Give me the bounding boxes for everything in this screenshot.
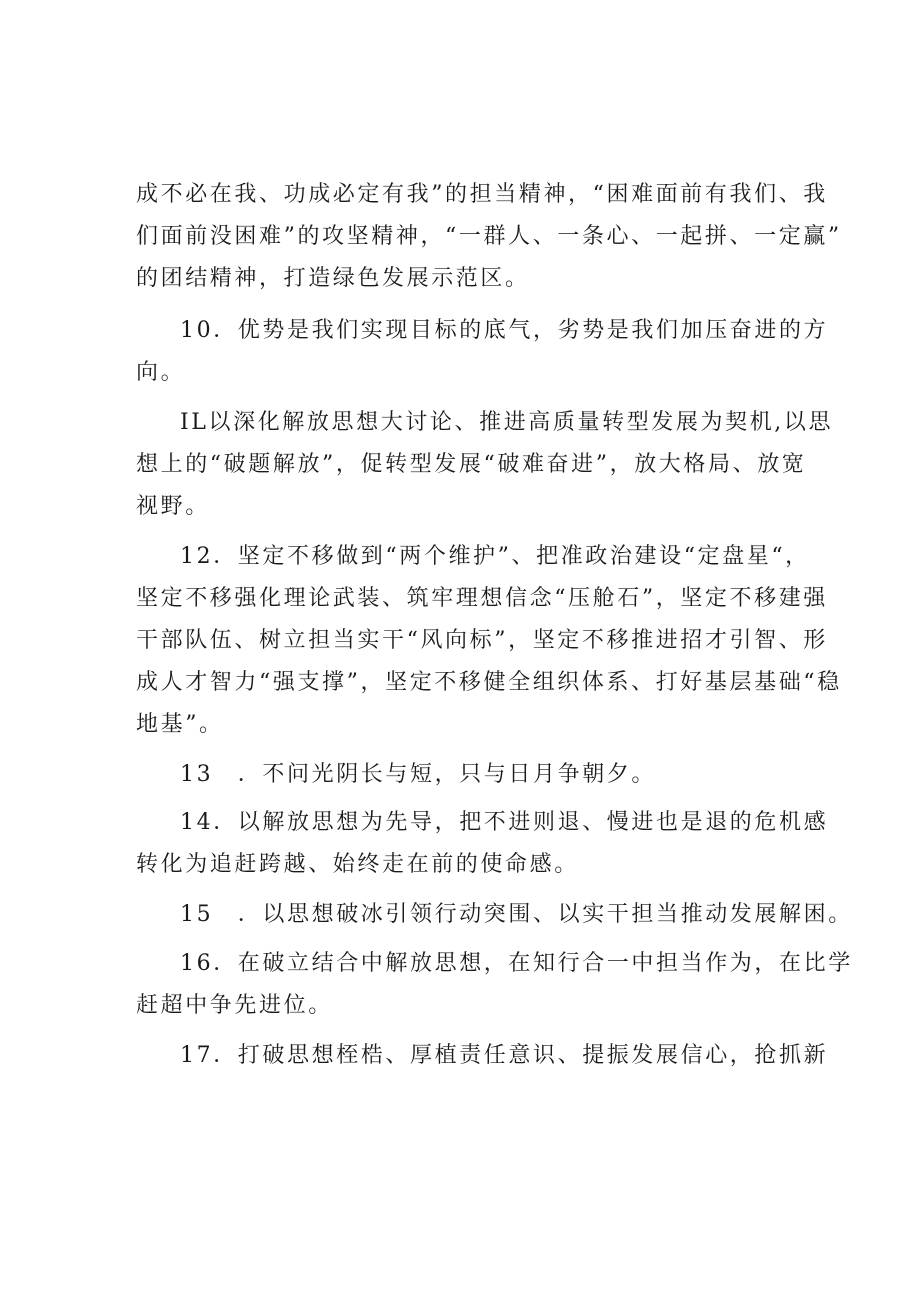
text-line: 的团结精神，打造绿色发展示范区。 [136,266,530,291]
paragraph-item-15 [136,894,853,936]
text-line: 成人才智力“强支撑”，坚定不移健全组织体系、打好基层基础“稳 [136,670,842,695]
text-line: 17．打破思想桎梏、厚植责任意识、提振发展信心，抢抓新 [180,1043,829,1068]
paragraph-item-14 [136,802,829,886]
text-line: 坚定不移强化理论武装、筑牢理想信念“压舱石”，坚定不移建强 [136,586,828,611]
text-line: 16．在破立结合中解放思想，在知行合一中担当作为，在比学 [180,951,853,976]
text-line: 10．优势是我们实现目标的底气，劣势是我们加压奋进的方 [180,318,829,343]
paragraph-item-16 [136,943,853,1027]
text-line: 赶超中争先进位。 [136,993,333,1018]
text-line: 12．坚定不移做到“两个维护”、把准政治建设“定盘星“， [180,544,810,569]
text-line: 们面前没困难”的攻坚精神，“一群人、一条心、一起拼、一定赢” [136,224,842,249]
text-line: 14．以解放思想为先导，把不进则退、慢进也是退的危机感 [180,810,829,835]
paragraph-item-11 [136,402,834,528]
paragraph-item-12 [136,536,842,746]
text-line: 视野。 [136,494,210,519]
text-line: 地基”。 [136,712,224,737]
text-line: 想上的“破题解放”，促转型发展“破难奋进”，放大格局、放宽 [136,452,807,477]
paragraph-continuation [136,174,842,300]
text-line: 15 ．以思想破冰引领行动突围、以实干担当推动发展解困。 [180,902,853,927]
text-line: 转化为追赶跨越、始终走在前的使命感。 [136,852,579,877]
paragraph-item-13 [136,754,800,796]
paragraph-item-10 [136,310,829,394]
paragraph-item-17 [136,1035,829,1077]
text-line: 13 ．不问光阴长与短，只与日月争朝夕。 [180,762,656,787]
text-line: 成不必在我、功成必定有我”的担当精神，“困难面前有我们、我 [136,182,828,207]
text-line: IL以深化解放思想大讨论、推进高质量转型发展为契机,以思 [180,410,834,435]
text-line: 向。 [136,360,186,385]
text-line: 干部队伍、树立担当实干“风向标”，坚定不移推进招才引智、形 [136,628,828,653]
